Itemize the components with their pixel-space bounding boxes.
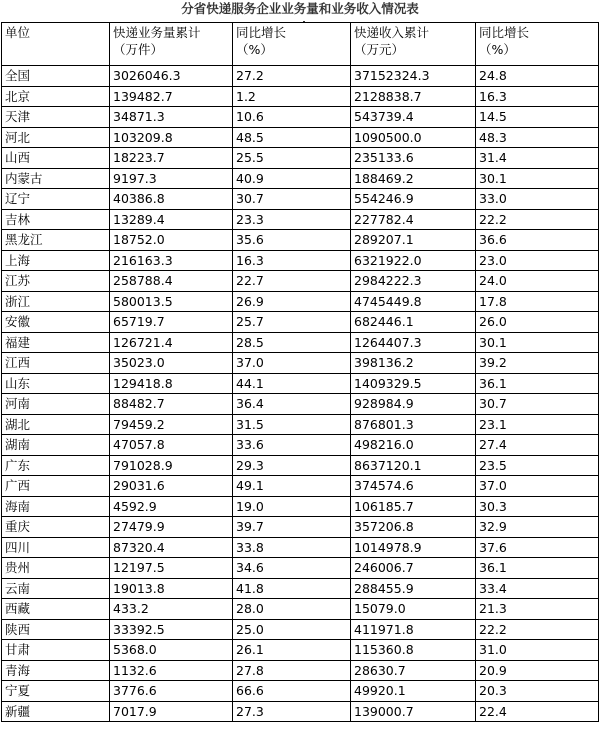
table-row (2, 681, 599, 702)
cell-region: 四川 (2, 537, 110, 558)
cell-revenue-growth: 36.6 (476, 230, 599, 251)
header-revenue-line1: 快递收入累计 (354, 25, 430, 40)
cell-revenue: 4745449.8 (351, 291, 476, 312)
cell-volume-growth: 33.8 (233, 537, 351, 558)
cell-volume: 129418.8 (110, 373, 233, 394)
cell-region: 广西 (2, 476, 110, 497)
table-row (2, 66, 599, 87)
cell-volume: 5368.0 (110, 640, 233, 661)
cell-revenue: 1264407.3 (351, 332, 476, 353)
cell-revenue-growth: 31.4 (476, 148, 599, 169)
cell-revenue-growth: 30.1 (476, 168, 599, 189)
header-volume (110, 23, 233, 66)
cell-volume-growth: 26.9 (233, 291, 351, 312)
cell-volume-growth: 27.2 (233, 66, 351, 87)
cell-volume: 65719.7 (110, 312, 233, 333)
cell-region: 宁夏 (2, 681, 110, 702)
cell-revenue-growth: 36.1 (476, 558, 599, 579)
cell-revenue-growth: 21.3 (476, 599, 599, 620)
cell-revenue: 398136.2 (351, 353, 476, 374)
cell-volume: 3776.6 (110, 681, 233, 702)
cell-volume-growth: 22.7 (233, 271, 351, 292)
cell-volume-growth: 30.7 (233, 189, 351, 210)
cell-revenue-growth: 24.8 (476, 66, 599, 87)
table-row (2, 189, 599, 210)
cell-revenue-growth: 27.4 (476, 435, 599, 456)
cell-revenue-growth: 22.4 (476, 701, 599, 722)
table-row (2, 537, 599, 558)
table-row (2, 619, 599, 640)
cell-volume-growth: 44.1 (233, 373, 351, 394)
table-row (2, 312, 599, 333)
table-row (2, 558, 599, 579)
table-row (2, 250, 599, 271)
cell-region: 山东 (2, 373, 110, 394)
cell-volume-growth: 25.5 (233, 148, 351, 169)
cell-revenue-growth: 31.0 (476, 640, 599, 661)
cell-volume: 580013.5 (110, 291, 233, 312)
table-row (2, 332, 599, 353)
cell-revenue-growth: 37.0 (476, 476, 599, 497)
cell-volume-growth: 27.8 (233, 660, 351, 681)
cell-volume: 88482.7 (110, 394, 233, 415)
cell-volume: 9197.3 (110, 168, 233, 189)
header-row (2, 23, 599, 66)
table-row (2, 496, 599, 517)
cell-volume-growth: 28.5 (233, 332, 351, 353)
cell-region: 海南 (2, 496, 110, 517)
cell-volume-growth: 49.1 (233, 476, 351, 497)
cell-revenue-growth: 32.9 (476, 517, 599, 538)
cell-region: 广东 (2, 455, 110, 476)
cell-revenue: 928984.9 (351, 394, 476, 415)
cell-volume: 126721.4 (110, 332, 233, 353)
header-volume-line2: （万件） (113, 42, 164, 57)
cell-volume: 216163.3 (110, 250, 233, 271)
cell-revenue: 8637120.1 (351, 455, 476, 476)
cell-volume-growth: 48.5 (233, 127, 351, 148)
cell-volume-growth: 27.3 (233, 701, 351, 722)
table-row (2, 599, 599, 620)
cell-volume-growth: 37.0 (233, 353, 351, 374)
cell-revenue: 227782.4 (351, 209, 476, 230)
cell-revenue-growth: 30.7 (476, 394, 599, 415)
table-row (2, 476, 599, 497)
cell-region: 湖南 (2, 435, 110, 456)
header-revenue (351, 23, 476, 66)
cell-revenue-growth: 37.6 (476, 537, 599, 558)
cell-region: 青海 (2, 660, 110, 681)
cell-volume: 27479.9 (110, 517, 233, 538)
cell-volume: 139482.7 (110, 86, 233, 107)
cell-volume-growth: 35.6 (233, 230, 351, 251)
cell-volume: 433.2 (110, 599, 233, 620)
cell-revenue: 15079.0 (351, 599, 476, 620)
cell-volume: 87320.4 (110, 537, 233, 558)
cell-volume: 18752.0 (110, 230, 233, 251)
cell-region: 北京 (2, 86, 110, 107)
cell-revenue: 188469.2 (351, 168, 476, 189)
cell-volume-growth: 25.7 (233, 312, 351, 333)
table-row (2, 291, 599, 312)
table-row (2, 107, 599, 128)
cell-revenue: 498216.0 (351, 435, 476, 456)
header-unit-label: 单位 (5, 25, 31, 40)
cell-revenue: 2984222.3 (351, 271, 476, 292)
cell-region: 福建 (2, 332, 110, 353)
cell-volume-growth: 16.3 (233, 250, 351, 271)
cell-revenue-growth: 20.9 (476, 660, 599, 681)
table-row (2, 373, 599, 394)
header-revenue-line2: （万元） (354, 42, 405, 57)
cell-region: 全国 (2, 66, 110, 87)
header-revenue-growth-line1: 同比增长 (479, 25, 530, 40)
cell-revenue: 543739.4 (351, 107, 476, 128)
cell-region: 河南 (2, 394, 110, 415)
table-row (2, 148, 599, 169)
cell-revenue-growth: 17.8 (476, 291, 599, 312)
cell-volume-growth: 28.0 (233, 599, 351, 620)
cell-revenue-growth: 23.1 (476, 414, 599, 435)
cell-volume: 29031.6 (110, 476, 233, 497)
table-body (2, 66, 599, 722)
cell-volume: 19013.8 (110, 578, 233, 599)
cell-volume: 18223.7 (110, 148, 233, 169)
header-revenue-growth (476, 23, 599, 66)
cell-volume: 7017.9 (110, 701, 233, 722)
table-row (2, 414, 599, 435)
cell-volume: 34871.3 (110, 107, 233, 128)
table-row (2, 168, 599, 189)
cell-region: 辽宁 (2, 189, 110, 210)
cell-region: 重庆 (2, 517, 110, 538)
cell-revenue: 235133.6 (351, 148, 476, 169)
cell-volume-growth: 39.7 (233, 517, 351, 538)
cell-volume: 4592.9 (110, 496, 233, 517)
cell-revenue: 115360.8 (351, 640, 476, 661)
cell-region: 贵州 (2, 558, 110, 579)
header-volume-line1: 快递业务量累计 (113, 25, 201, 40)
cell-volume: 12197.5 (110, 558, 233, 579)
cell-volume: 1132.6 (110, 660, 233, 681)
cell-volume-growth: 34.6 (233, 558, 351, 579)
table-row (2, 640, 599, 661)
cell-revenue-growth: 30.1 (476, 332, 599, 353)
cell-volume-growth: 36.4 (233, 394, 351, 415)
cell-volume: 13289.4 (110, 209, 233, 230)
cell-revenue: 288455.9 (351, 578, 476, 599)
table-row (2, 127, 599, 148)
cell-volume-growth: 26.1 (233, 640, 351, 661)
cell-revenue: 357206.8 (351, 517, 476, 538)
cell-region: 云南 (2, 578, 110, 599)
express-stats-table (1, 22, 599, 722)
table-row (2, 660, 599, 681)
cell-revenue-growth: 23.5 (476, 455, 599, 476)
cell-region: 新疆 (2, 701, 110, 722)
cell-region: 上海 (2, 250, 110, 271)
header-volume-growth-line1: 同比增长 (236, 25, 287, 40)
cell-volume-growth: 41.8 (233, 578, 351, 599)
cell-region: 内蒙古 (2, 168, 110, 189)
cell-volume-growth: 29.3 (233, 455, 351, 476)
table-row (2, 86, 599, 107)
cell-volume-growth: 1.2 (233, 86, 351, 107)
cell-region: 吉林 (2, 209, 110, 230)
cell-revenue: 37152324.3 (351, 66, 476, 87)
cell-volume: 103209.8 (110, 127, 233, 148)
header-volume-growth-line2: （%） (236, 42, 273, 57)
table-row (2, 701, 599, 722)
table-row (2, 394, 599, 415)
cell-volume: 35023.0 (110, 353, 233, 374)
cell-volume: 3026046.3 (110, 66, 233, 87)
cell-revenue: 1014978.9 (351, 537, 476, 558)
table-row (2, 517, 599, 538)
cell-revenue: 139000.7 (351, 701, 476, 722)
cell-volume-growth: 19.0 (233, 496, 351, 517)
table-row (2, 455, 599, 476)
cell-revenue: 554246.9 (351, 189, 476, 210)
cell-revenue: 876801.3 (351, 414, 476, 435)
cell-revenue: 374574.6 (351, 476, 476, 497)
cell-revenue-growth: 22.2 (476, 209, 599, 230)
cell-volume-growth: 40.9 (233, 168, 351, 189)
table-title: 分省快递服务企业业务量和业务收入情况表 (181, 1, 419, 16)
cell-revenue: 2128838.7 (351, 86, 476, 107)
cell-revenue: 1090500.0 (351, 127, 476, 148)
cell-revenue: 246006.7 (351, 558, 476, 579)
table-row (2, 209, 599, 230)
cell-revenue: 1409329.5 (351, 373, 476, 394)
cell-revenue-growth: 24.0 (476, 271, 599, 292)
cell-volume: 47057.8 (110, 435, 233, 456)
cell-revenue-growth: 22.2 (476, 619, 599, 640)
cell-volume: 258788.4 (110, 271, 233, 292)
header-volume-growth (233, 23, 351, 66)
cell-revenue-growth: 14.5 (476, 107, 599, 128)
cell-revenue-growth: 36.1 (476, 373, 599, 394)
header-unit (2, 23, 110, 66)
table-row (2, 230, 599, 251)
table-row (2, 271, 599, 292)
cell-region: 浙江 (2, 291, 110, 312)
table-row (2, 578, 599, 599)
cell-region: 黑龙江 (2, 230, 110, 251)
cell-revenue: 28630.7 (351, 660, 476, 681)
cell-volume-growth: 25.0 (233, 619, 351, 640)
cell-region: 安徽 (2, 312, 110, 333)
cell-region: 江西 (2, 353, 110, 374)
cell-volume-growth: 31.5 (233, 414, 351, 435)
cell-revenue-growth: 33.0 (476, 189, 599, 210)
cell-region: 陕西 (2, 619, 110, 640)
cell-region: 甘肃 (2, 640, 110, 661)
cell-region: 西藏 (2, 599, 110, 620)
cell-region: 山西 (2, 148, 110, 169)
cell-volume-growth: 33.6 (233, 435, 351, 456)
cell-revenue: 682446.1 (351, 312, 476, 333)
cell-revenue-growth: 26.0 (476, 312, 599, 333)
cell-revenue: 289207.1 (351, 230, 476, 251)
cell-revenue: 106185.7 (351, 496, 476, 517)
cell-revenue-growth: 39.2 (476, 353, 599, 374)
cell-volume: 40386.8 (110, 189, 233, 210)
cell-revenue-growth: 48.3 (476, 127, 599, 148)
cell-region: 河北 (2, 127, 110, 148)
table-row (2, 435, 599, 456)
cell-region: 江苏 (2, 271, 110, 292)
cell-revenue-growth: 30.3 (476, 496, 599, 517)
cell-revenue-growth: 16.3 (476, 86, 599, 107)
cell-revenue: 411971.8 (351, 619, 476, 640)
cell-volume-growth: 10.6 (233, 107, 351, 128)
cell-region: 湖北 (2, 414, 110, 435)
cell-revenue-growth: 33.4 (476, 578, 599, 599)
cell-region: 天津 (2, 107, 110, 128)
cell-volume-growth: 66.6 (233, 681, 351, 702)
cell-volume-growth: 23.3 (233, 209, 351, 230)
cell-volume: 791028.9 (110, 455, 233, 476)
cell-revenue: 6321922.0 (351, 250, 476, 271)
cell-revenue: 49920.1 (351, 681, 476, 702)
cell-revenue-growth: 20.3 (476, 681, 599, 702)
cell-volume: 33392.5 (110, 619, 233, 640)
cell-revenue-growth: 23.0 (476, 250, 599, 271)
cell-volume: 79459.2 (110, 414, 233, 435)
header-revenue-growth-line2: （%） (479, 42, 516, 57)
table-row (2, 353, 599, 374)
